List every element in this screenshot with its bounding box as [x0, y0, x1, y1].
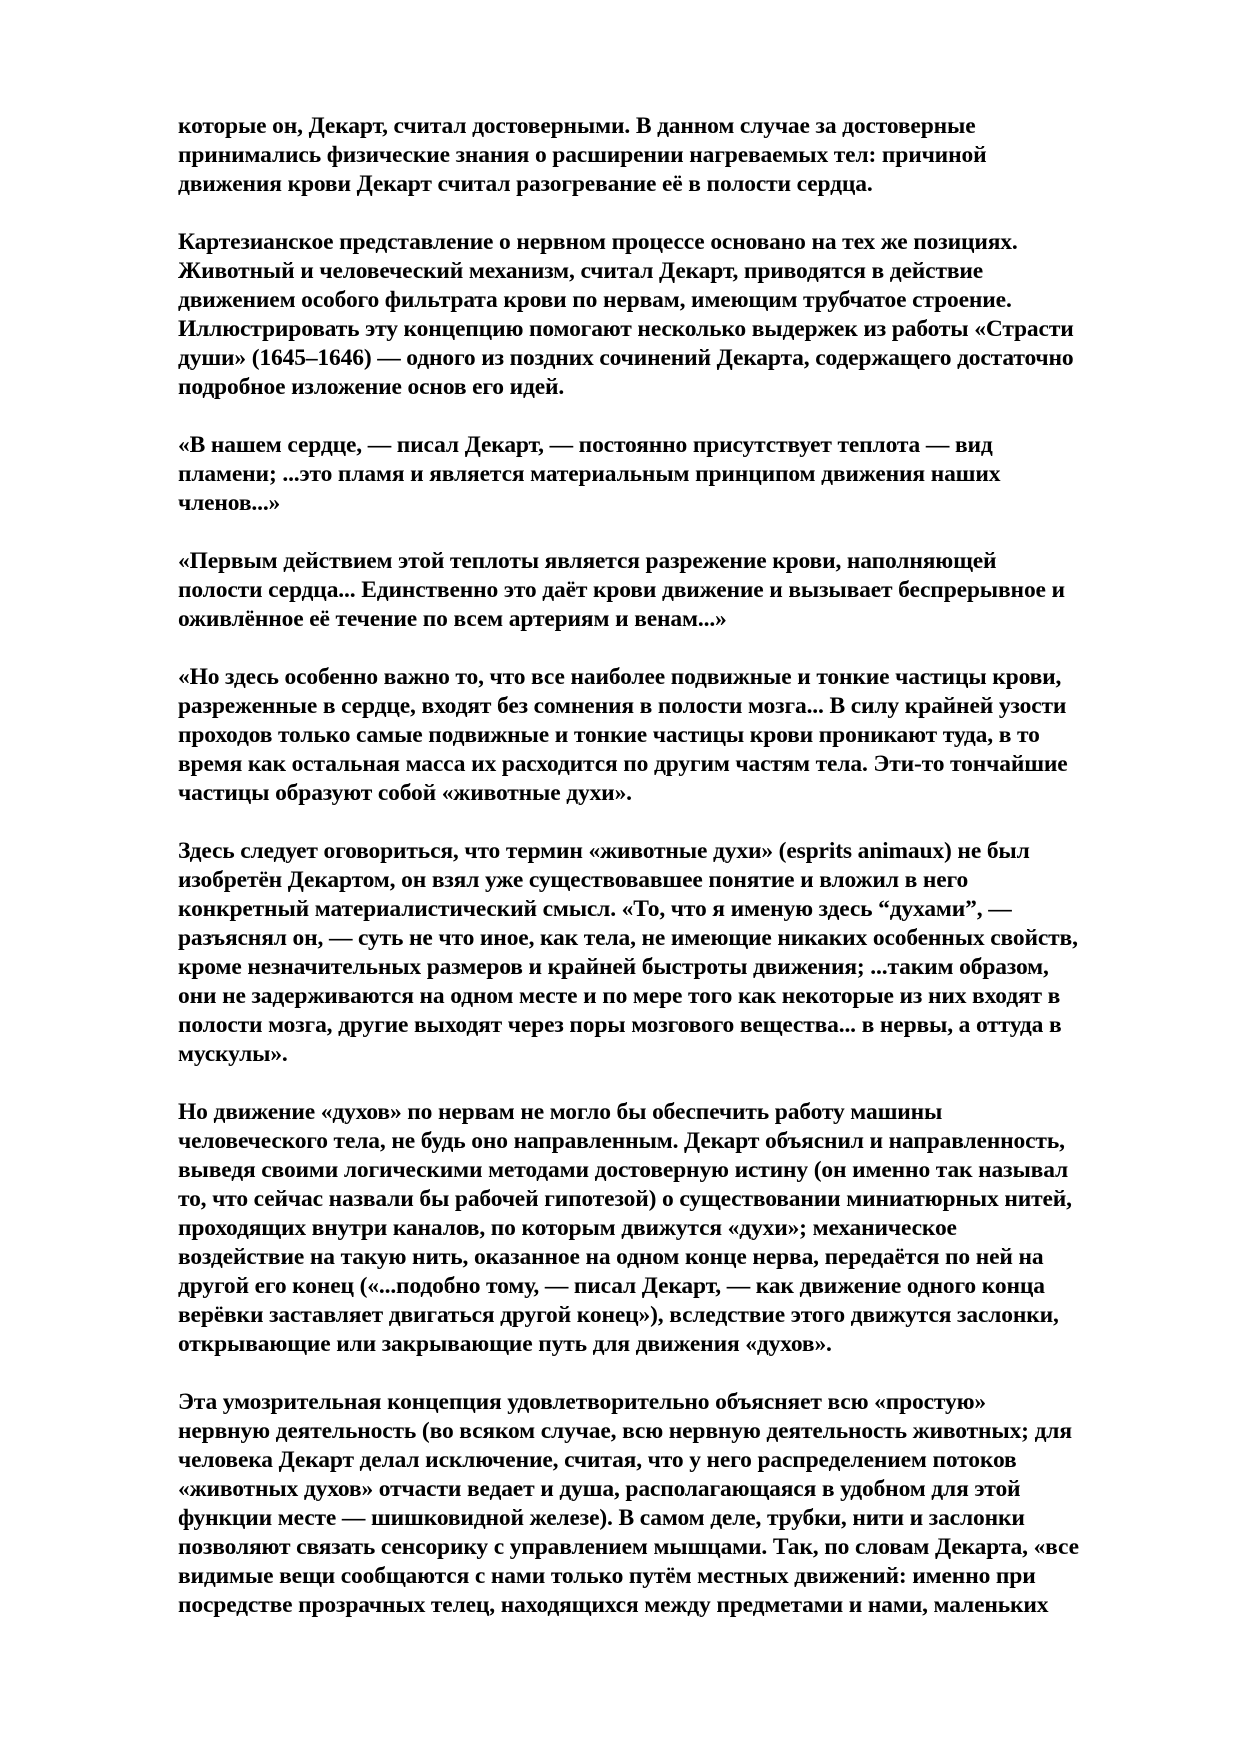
text-line: Картезианское представление о нервном процессе основано на тех же позициях. — [178, 229, 1018, 255]
text-line: пламени; ...это пламя и является материальным принципом движения наших — [178, 461, 1001, 487]
text-line: частицы образуют собой «животные духи». — [178, 780, 632, 806]
text-line: «В нашем сердце, — писал Декарт, — постоянно присутствует теплота — вид — [178, 432, 993, 458]
paragraph-6 — [178, 837, 1168, 1069]
text-line: другой его конец («...подобно тому, — писал Декарт, — как движение одного конца — [178, 1273, 1045, 1299]
text-line: движения крови Декарт считал разогревание её в полости сердца. — [178, 171, 873, 197]
text-line: души» (1645–1646) — одного из поздних сочинений Декарта, содержащего достаточно — [178, 345, 1074, 371]
text-line: подробное изложение основ его идей. — [178, 374, 565, 400]
text-line: изобретён Декартом, он взял уже существовавшее понятие и вложил в него — [178, 867, 969, 893]
text-line: открывающие или закрывающие путь для движения «духов». — [178, 1331, 832, 1357]
text-line: полости сердца... Единственно это даёт крови движение и вызывает беспрерывное и — [178, 577, 1065, 603]
text-line: проходящих внутри каналов, по которым движутся «духи»; механическое — [178, 1215, 957, 1241]
text-line: то, что сейчас назвали бы рабочей гипотезой) о существовании миниатюрных нитей, — [178, 1186, 1072, 1212]
text-line: конкретный материалистический смысл. «То, что я именую здесь “духами”, — — [178, 896, 1012, 922]
text-line: разреженные в сердце, входят без сомнения в полости мозга... В силу крайней узости — [178, 693, 1067, 719]
paragraph-7 — [178, 1098, 1168, 1359]
text-line: Здесь следует оговориться, что термин «животные духи» (esprits animaux) не был — [178, 838, 1030, 864]
text-line: разъяснял он, — суть не что иное, как тела, не имеющие никаких особенных свойств, — [178, 925, 1078, 951]
text-line: кроме незначительных размеров и крайней быстроты движения; ...таким образом, — [178, 954, 1049, 980]
text-line: Иллюстрировать эту концепцию помогают несколько выдержек из работы «Страсти — [178, 316, 1074, 342]
paragraph-5 — [178, 663, 1168, 808]
text-line: полости мозга, другие выходят через поры мозгового вещества... в нервы, а оттуда в — [178, 1012, 1062, 1038]
paragraph-1 — [178, 112, 1168, 199]
text-line: они не задерживаются на одном месте и по мере того как некоторые из них входят в — [178, 983, 1061, 1009]
text-line: воздействие на такую нить, оказанное на одном конце нерва, передаётся по ней на — [178, 1244, 1044, 1270]
text-line: человеческого тела, не будь оно направленным. Декарт объяснил и направленность, — [178, 1128, 1065, 1154]
text-line: оживлённое её течение по всем артериям и венам...» — [178, 606, 727, 632]
text-line: Но движение «духов» по нервам не могло бы обеспечить работу машины — [178, 1099, 943, 1125]
text-line: верёвки заставляет двигаться другой конец»), вследствие этого движутся заслонки, — [178, 1302, 1059, 1328]
text-line: «животных духов» отчасти ведает и душа, располагающаяся в удобном для этой — [178, 1476, 1021, 1502]
text-line: членов...» — [178, 490, 281, 516]
text-line: время как остальная масса их расходится по другим частям тела. Эти-то тончайшие — [178, 751, 1068, 777]
text-line: «Первым действием этой теплоты является разрежение крови, наполняющей — [178, 548, 997, 574]
paragraph-2 — [178, 228, 1168, 402]
paragraph-4 — [178, 547, 1168, 634]
text-line: нервную деятельность (во всяком случае, всю нервную деятельность животных; для — [178, 1418, 1072, 1444]
text-line: позволяют связать сенсорику с управлением мышцами. Так, по словам Декарта, «все — [178, 1534, 1079, 1560]
text-line: мускулы». — [178, 1041, 288, 1067]
text-line: движением особого фильтрата крови по нервам, имеющим трубчатое строение. — [178, 287, 1012, 313]
text-line: человека Декарт делал исключение, считая, что у него распределением потоков — [178, 1447, 1017, 1473]
text-line: Эта умозрительная концепция удовлетворительно объясняет всю «простую» — [178, 1389, 986, 1415]
text-line: которые он, Декарт, считал достоверными. В данном случае за достоверные — [178, 113, 976, 139]
text-line: принимались физические знания о расширении нагреваемых тел: причиной — [178, 142, 987, 168]
text-line: «Но здесь особенно важно то, что все наиболее подвижные и тонкие частицы крови, — [178, 664, 1062, 690]
text-line: проходов только самые подвижные и тонкие частицы крови проникают туда, в то — [178, 722, 1040, 748]
text-line: функции месте — шишковидной железе). В самом деле, трубки, нити и заслонки — [178, 1505, 1025, 1531]
paragraph-8 — [178, 1388, 1168, 1620]
text-line: посредстве прозрачных телец, находящихся между предметами и нами, маленьких — [178, 1592, 1049, 1618]
text-line: выведя своими логическими методами достоверную истину (он именно так называл — [178, 1157, 1069, 1183]
body-text — [178, 112, 1168, 1649]
text-line: видимые вещи сообщаются с нами только путём местных движений: именно при — [178, 1563, 1036, 1589]
text-line: Животный и человеческий механизм, считал Декарт, приводятся в действие — [178, 258, 984, 284]
paragraph-3 — [178, 431, 1168, 518]
